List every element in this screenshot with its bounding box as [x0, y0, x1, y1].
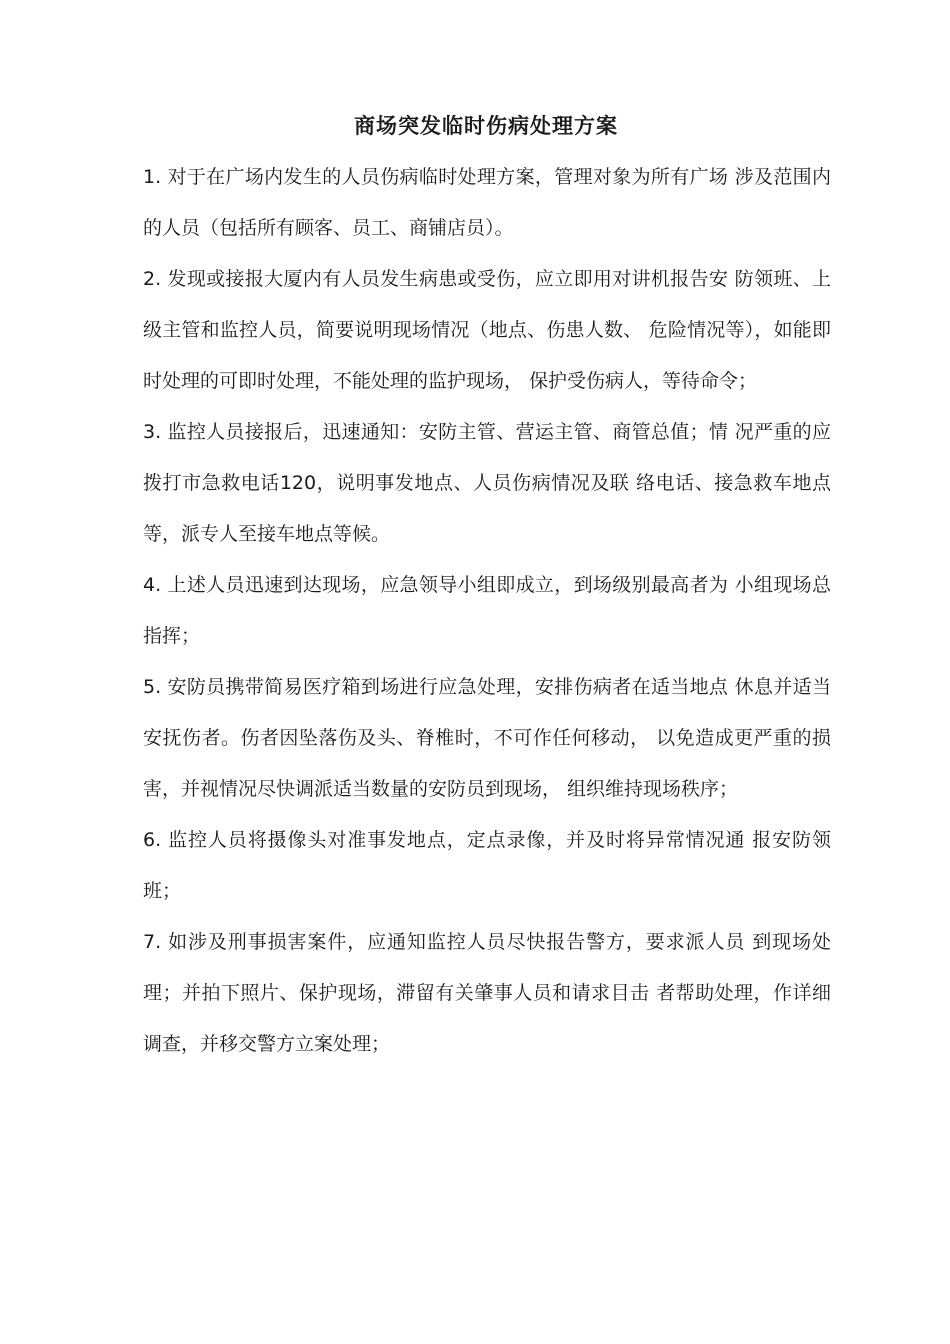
- paragraph-3: 3. 监控人员接报后，迅速通知：安防主管、营运主管、商管总值；情 况严重的应拨打市急救电话120，说明事发地点、人员伤病情况及联 络电话、接急救车地点等，派专人至接车地点等候。: [143, 421, 831, 545]
- paragraph-5: 5. 安防员携带简易医疗箱到场进行应急处理，安排伤病者在适当地点 休息并适当安抚伤者。伤者因坠落伤及头、脊椎时，不可作任何移动， 以免造成更严重的损害，并视情况尽快调派适当数量的安防员到现场， 组织维持现场秩序；: [143, 676, 831, 800]
- paragraph-1: 1. 对于在广场内发生的人员伤病临时处理方案，管理对象为所有广场 涉及范围内的人员（包括所有顾客、员工、商铺店员）。: [143, 166, 831, 239]
- paragraph-4: 4. 上述人员迅速到达现场，应急领导小组即成立，到场级别最高者为 小组现场总指挥；: [143, 574, 831, 647]
- paragraph-7: 7. 如涉及刑事损害案件，应通知监控人员尽快报告警方，要求派人员 到现场处理；并拍下照片、保护现场，滞留有关肇事人员和请求目击 者帮助处理，作详细调查，并移交警方立案处理；: [143, 931, 831, 1055]
- document-title: 商场突发临时伤病处理方案: [354, 114, 618, 138]
- document-body: [143, 152, 831, 1070]
- paragraph-2: 2. 发现或接报大厦内有人员发生病患或受伤，应立即用对讲机报告安 防领班、上级主管和监控人员，简要说明现场情况（地点、伤患人数、 危险情况等），如能即时处理的可即时处理，不能处理的监护现场， 保护受伤病人，等待命令；: [143, 268, 831, 392]
- paragraph-6: 6. 监控人员将摄像头对准事发地点，定点录像，并及时将异常情况通 报安防领班；: [143, 829, 831, 902]
